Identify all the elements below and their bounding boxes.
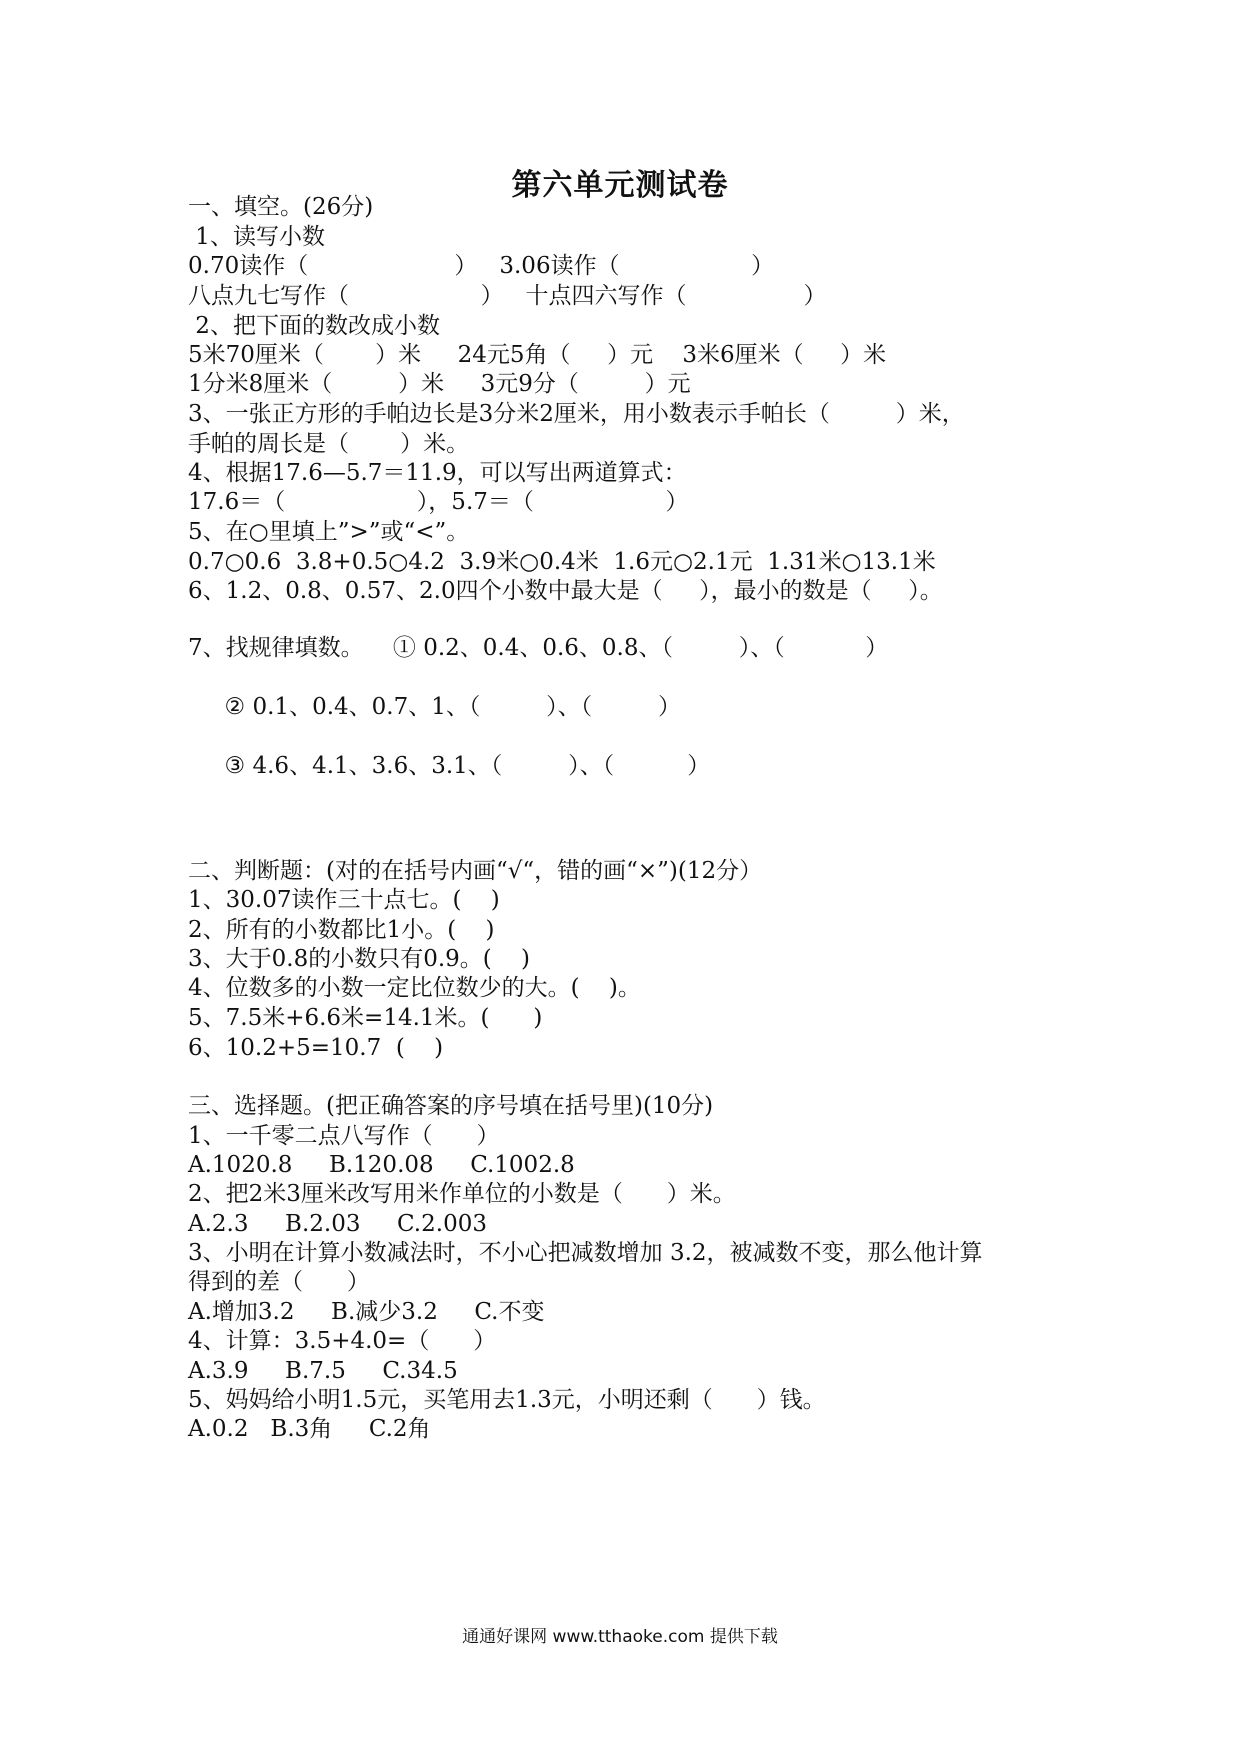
question-line: 手帕的周长是（ ）米。 — [188, 431, 470, 457]
question-line: 6、10.2+5=10.7 ( ) — [188, 1035, 444, 1061]
page-title: 第六单元测试卷 — [511, 168, 729, 203]
section-1-heading: 一、填空。(26分) — [188, 194, 374, 220]
question-line: 3、小明在计算小数减法时，不小心把减数增加 3.2，被减数不变，那么他计算 — [188, 1240, 983, 1266]
question-line: 4、根据17.6—5.7＝11.9，可以写出两道算式： — [188, 460, 687, 486]
question-line: 得到的差（ ） — [188, 1269, 370, 1295]
question-line: 3、一张正方形的手帕边长是3分米2厘米，用小数表示手帕长（ ）米， — [188, 401, 965, 427]
question-line: ③ 4.6、4.1、3.6、3.1、（ ）、（ ） — [188, 753, 711, 779]
question-line: 6、1.2、0.8、0.57、2.0四个小数中最大是（ ），最小的数是（ ）。 — [188, 578, 943, 604]
question-line: 17.6＝（ ），5.7＝（ ） — [188, 489, 689, 515]
answer-options: A.0.2 B.3角 C.2角 — [188, 1416, 431, 1442]
question-line: 0.70读作（ ） 3.06读作（ ） — [188, 253, 775, 279]
question-line: 0.7○0.6 3.8+0.5○4.2 3.9米○0.4米 1.6元○2.1元 1.31米○13.1米 — [188, 549, 936, 575]
question-line: 1、30.07读作三十点七。( ) — [188, 887, 500, 913]
answer-options: A.3.9 B.7.5 C.34.5 — [188, 1358, 458, 1384]
answer-options: A.1020.8 B.120.08 C.1002.8 — [188, 1152, 575, 1178]
question-line: 2、把下面的数改成小数 — [188, 313, 440, 339]
question-line: 7、找规律填数。 ① 0.2、0.4、0.6、0.8、（ ）、（ ） — [188, 635, 889, 661]
question-line: 2、所有的小数都比1小。( ) — [188, 917, 495, 943]
question-line: 5米70厘米（ ）米 24元5角（ ）元 3米6厘米（ ）米 — [188, 342, 887, 368]
question-line: ② 0.1、0.4、0.7、1、（ ）、（ ） — [188, 694, 681, 720]
question-line: 5、7.5米+6.6米=14.1米。( ) — [188, 1005, 543, 1031]
question-line: 1、一千零二点八写作（ ） — [188, 1123, 500, 1149]
question-line: 5、在○里填上”>”或“<”。 — [188, 519, 470, 545]
section-2-heading: 二、判断题：(对的在括号内画“√“，错的画“×”)(12分） — [188, 858, 763, 884]
question-line: 八点九七写作（ ） 十点四六写作（ ） — [188, 283, 827, 309]
question-line: 3、大于0.8的小数只有0.9。( ) — [188, 946, 530, 972]
question-line: 1分米8厘米（ ）米 3元9分（ ）元 — [188, 371, 691, 397]
answer-options: A.增加3.2 B.减少3.2 C.不变 — [188, 1299, 545, 1325]
question-line: 1、读写小数 — [188, 224, 325, 250]
footer-credit: 通通好课网 www.tthaoke.com 提供下载 — [462, 1627, 778, 1647]
answer-options: A.2.3 B.2.03 C.2.003 — [188, 1211, 487, 1237]
section-3-heading: 三、选择题。(把正确答案的序号填在括号里)(10分) — [188, 1093, 714, 1119]
question-line: 2、把2米3厘米改写用米作单位的小数是（ ）米。 — [188, 1181, 736, 1207]
question-line: 4、位数多的小数一定比位数少的大。( )。 — [188, 975, 641, 1001]
question-line: 5、妈妈给小明1.5元，买笔用去1.3元，小明还剩（ ）钱。 — [188, 1387, 826, 1413]
question-line: 4、计算：3.5+4.0=（ ） — [188, 1328, 497, 1354]
